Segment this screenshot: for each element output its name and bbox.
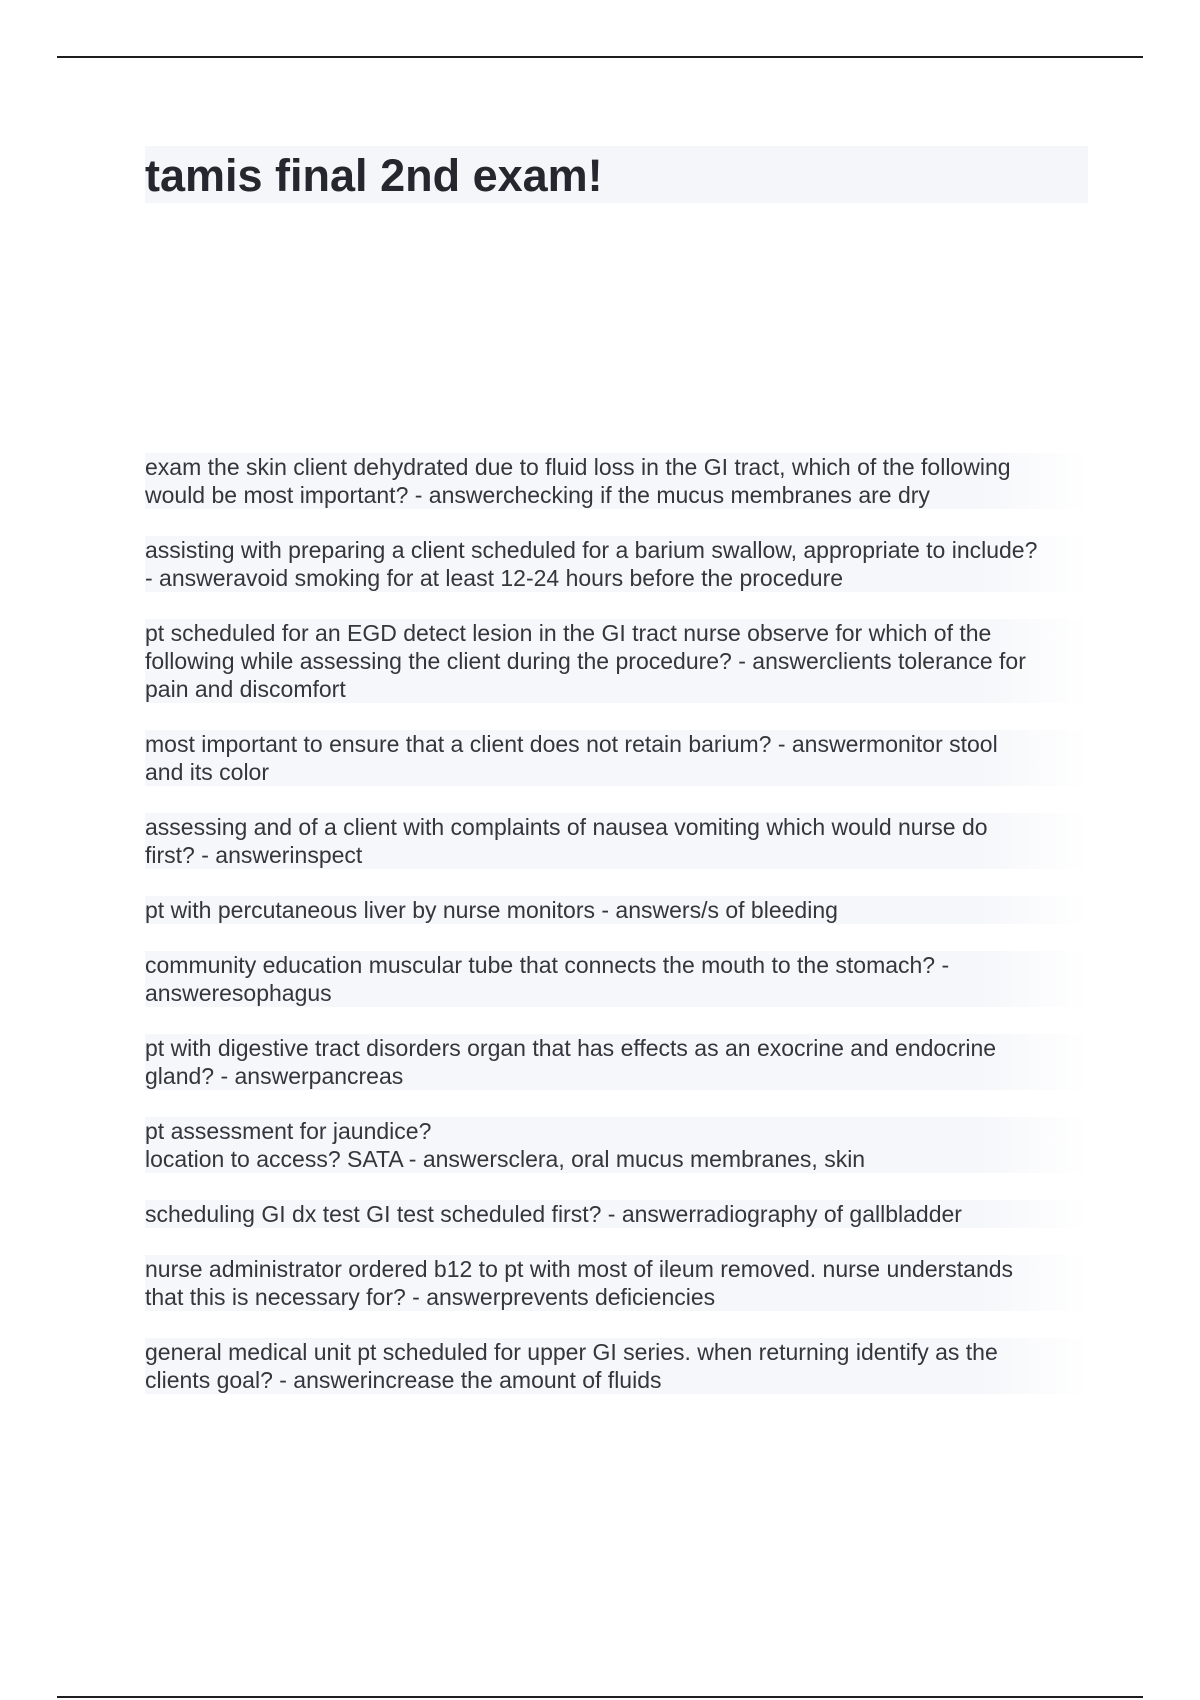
qa-item [145, 951, 1090, 1007]
qa-line: answeresophagus [145, 980, 332, 1006]
qa-line: assisting with preparing a client scheduled for a barium swallow, appropriate to include? [145, 537, 1038, 563]
qa-line: first? - answerinspect [145, 842, 363, 868]
bottom-rule [57, 1696, 1143, 1698]
qa-line: general medical unit pt scheduled for upper GI series. when returning identify as the [145, 1339, 998, 1365]
page-title: tamis final 2nd exam! [145, 150, 603, 201]
qa-line: community education muscular tube that connects the mouth to the stomach? - [145, 952, 950, 978]
qa-item [145, 1255, 1090, 1311]
qa-line: pt assessment for jaundice? [145, 1118, 432, 1144]
qa-item [145, 730, 1090, 786]
qa-line: and its color [145, 759, 270, 785]
qa-line: that this is necessary for? - answerprevents deficiencies [145, 1284, 716, 1310]
qa-line: - answeravoid smoking for at least 12-24 hours before the procedure [145, 565, 844, 591]
qa-item [145, 896, 1090, 924]
qa-item [145, 1117, 1090, 1173]
qa-item [145, 813, 1090, 869]
qa-line: following while assessing the client during the procedure? - answerclients tolerance for [145, 648, 1026, 674]
qa-item [145, 619, 1090, 703]
qa-line: nurse administrator ordered b12 to pt with most of ileum removed. nurse understands [145, 1256, 1014, 1282]
qa-item [145, 1200, 1090, 1228]
qa-line: scheduling GI dx test GI test scheduled first? - answerradiography of gallbladder [145, 1201, 962, 1227]
qa-line: pt with digestive tract disorders organ that has effects as an exocrine and endocrine [145, 1035, 997, 1061]
qa-line: gland? - answerpancreas [145, 1063, 404, 1089]
qa-line: pt with percutaneous liver by nurse monitors - answers/s of bleeding [145, 897, 838, 923]
qa-line: would be most important? - answerchecking if the mucus membranes are dry [145, 482, 930, 508]
qa-line: exam the skin client dehydrated due to fluid loss in the GI tract, which of the following [145, 454, 1011, 480]
qa-line: pt scheduled for an EGD detect lesion in the GI tract nurse observe for which of the [145, 620, 992, 646]
qa-item [145, 536, 1090, 592]
title-banner [145, 146, 1088, 203]
qa-item [145, 1338, 1090, 1394]
qa-list [145, 453, 1090, 1421]
qa-line: most important to ensure that a client does not retain barium? - answermonitor stool [145, 731, 998, 757]
qa-line: assessing and of a client with complaints of nausea vomiting which would nurse do [145, 814, 988, 840]
qa-line: clients goal? - answerincrease the amount of fluids [145, 1367, 662, 1393]
qa-line: location to access? SATA - answersclera, oral mucus membranes, skin [145, 1146, 866, 1172]
qa-line: pain and discomfort [145, 676, 346, 702]
qa-item [145, 453, 1090, 509]
qa-item [145, 1034, 1090, 1090]
top-rule [57, 56, 1143, 58]
